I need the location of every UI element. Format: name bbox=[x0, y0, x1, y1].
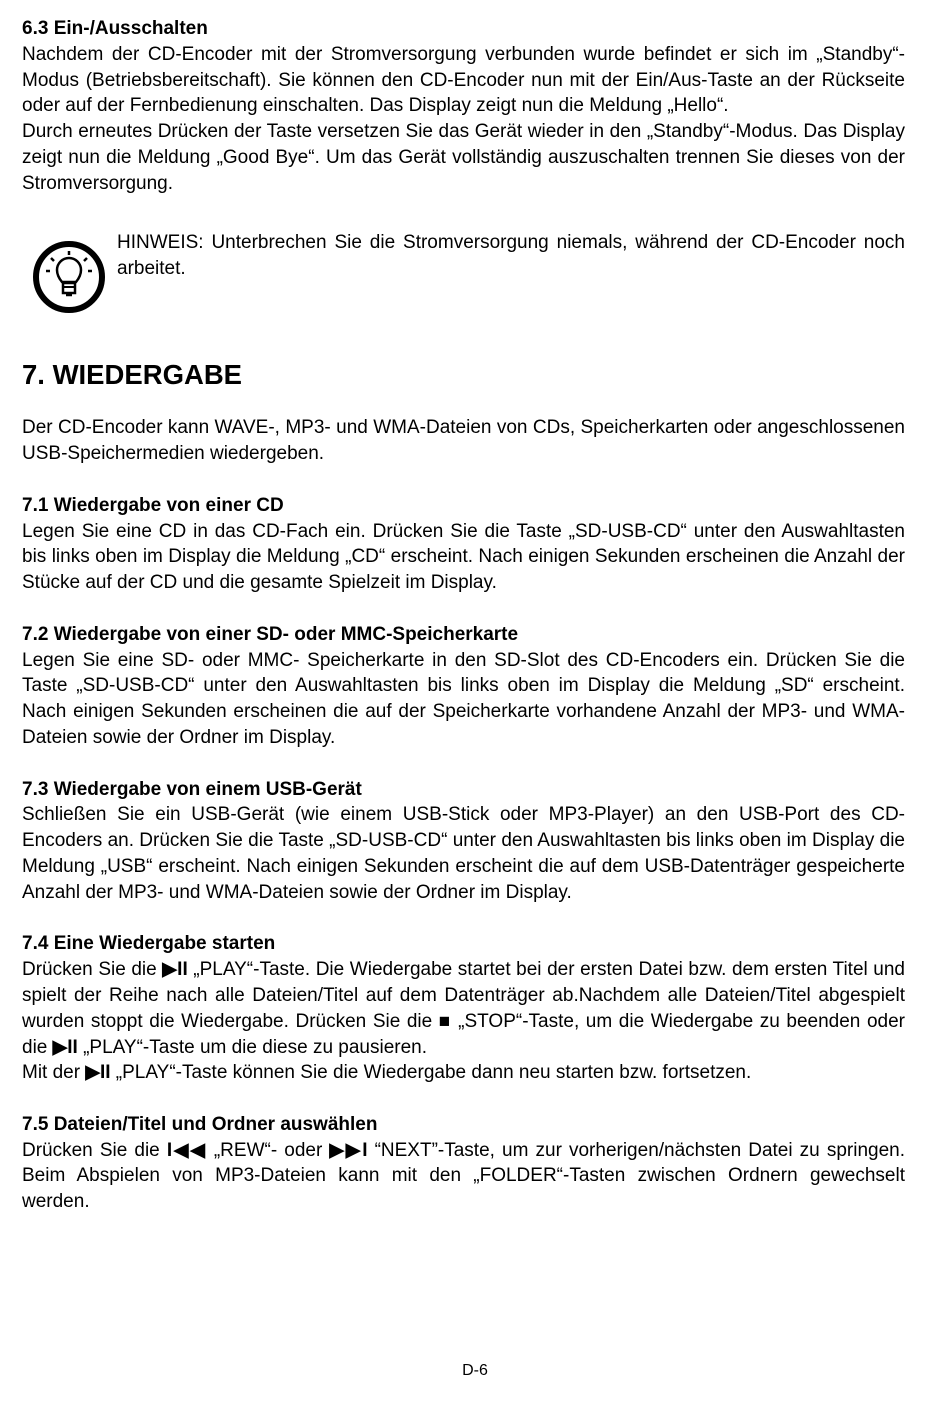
lightbulb-icon bbox=[30, 238, 108, 316]
section-7-3-heading: 7.3 Wiedergabe von einem USB-Gerät bbox=[22, 778, 362, 800]
note-box bbox=[22, 222, 905, 302]
play-pause-icon: ▶II bbox=[162, 959, 188, 981]
section-7-4-text: Drücken Sie die ▶II „PLAY“-Taste. Die Wiedergabe startet bei der ersten Datei bzw. dem ersten Titel und spielt der Reihe nach alle Dateien/Titel auf dem Datenträger ab.Nachdem alle Dateien/Titel abgespielt wurden stoppt die Wiedergabe. Drücken Sie die ■ „STOP“-Taste, um die Wiedergabe zu beenden oder die ▶II „PLAY“-Taste um die diese zu pausieren. bbox=[22, 959, 906, 1058]
section-7-5-heading: 7.5 Dateien/Titel und Ordner auswählen bbox=[22, 1113, 378, 1135]
document-page bbox=[22, 16, 905, 1215]
section-7-4-heading: 7.4 Eine Wiedergabe starten bbox=[22, 933, 276, 955]
play-pause-icon: ▶II bbox=[52, 1036, 78, 1058]
section-7-1-heading: 7.1 Wiedergabe von einer CD bbox=[22, 494, 284, 516]
play-pause-icon: ▶II bbox=[85, 1062, 111, 1084]
section-7-1-text: Legen Sie eine CD in das CD-Fach ein. Drücken Sie die Taste „SD-USB-CD“ unter den Auswahltasten bis links oben im Display die Meldung „CD“ erscheint. Nach einigen Sekunden erscheinen die Anzahl der Stücke auf der CD und die gesamte Spielzeit im Display. bbox=[22, 520, 905, 594]
section-7-2-heading: 7.2 Wiedergabe von einer SD- oder MMC-Speicherkarte bbox=[22, 623, 519, 645]
section-7-3-text: Schließen Sie ein USB-Gerät (wie einem USB-Stick oder MP3-Player) an den USB-Port des CD-Encoders an. Drücken Sie die Taste „SD-USB-CD“ unter den Auswahltasten bis links oben im Display die Meldung „USB“ erscheint. Nach einigen Sekunden erscheint die auf dem USB-Datenträger gespeicherte Anzahl der MP3- und WMA-Dateien sowie der Ordner im Display. bbox=[22, 804, 905, 903]
next-icon: ▶▶I bbox=[329, 1139, 368, 1161]
section-6-3-paragraph-1: Nachdem der CD-Encoder mit der Stromversorgung verbunden wurde befindet er sich im „Standby“-Modus (Betriebsbereitschaft). Sie können den CD-Encoder nun mit der Ein/Aus-Taste an der Rückseite oder auf der Fernbedienung einschalten. Das Display zeigt nun die Meldung „Hello“. bbox=[22, 43, 905, 117]
section-6-3-paragraph-2: Durch erneutes Drücken der Taste versetzen Sie das Gerät wieder in den „Standby“-Modus. Das Display zeigt nun die Meldung „Good Bye“. Um das Gerät vollständig auszuschalten trennen Sie dieses von der Stromversorgung. bbox=[22, 121, 905, 194]
rewind-icon: I◀◀ bbox=[166, 1139, 207, 1161]
page-number: D-6 bbox=[462, 1362, 488, 1379]
note-text: HINWEIS: Unterbrechen Sie die Stromversorgung niemals, während der CD-Encoder noch arbeitet. bbox=[117, 232, 905, 280]
section-7-4-text-2: Mit der ▶II „PLAY“-Taste können Sie die Wiedergabe dann neu starten bzw. fortsetzen. bbox=[22, 1062, 752, 1084]
section-7-2-text: Legen Sie eine SD- oder MMC- Speicherkarte in den SD-Slot des CD-Encoders ein. Drücken Sie die Taste „SD-USB-CD“ unter den Auswahltasten bis links oben im Display die Meldung „SD“ erscheint. Nach einigen Sekunden erscheinen die auf der Speicherkarte vorhandene Anzahl der MP3- und WMA-Dateien sowie der Ordner im Display. bbox=[22, 649, 905, 748]
chapter-7-intro: Der CD-Encoder kann WAVE-, MP3- und WMA-Dateien von CDs, Speicherkarten oder angeschlossenen USB-Speichermedien wiedergeben. bbox=[22, 417, 905, 465]
section-6-3-heading: 6.3 Ein-/Ausschalten bbox=[22, 18, 208, 39]
section-7-5-text: Drücken Sie die I◀◀ „REW“- oder ▶▶I “NEXT”-Taste, um zur vorherigen/nächsten Datei zu springen. Beim Abspielen von MP3-Dateien kann mit den „FOLDER“-Tasten zwischen Ordnern gewechselt werden. bbox=[22, 1139, 905, 1213]
stop-icon: ■ bbox=[438, 1010, 452, 1032]
chapter-7-heading: 7. WIEDERGABE bbox=[22, 359, 243, 391]
